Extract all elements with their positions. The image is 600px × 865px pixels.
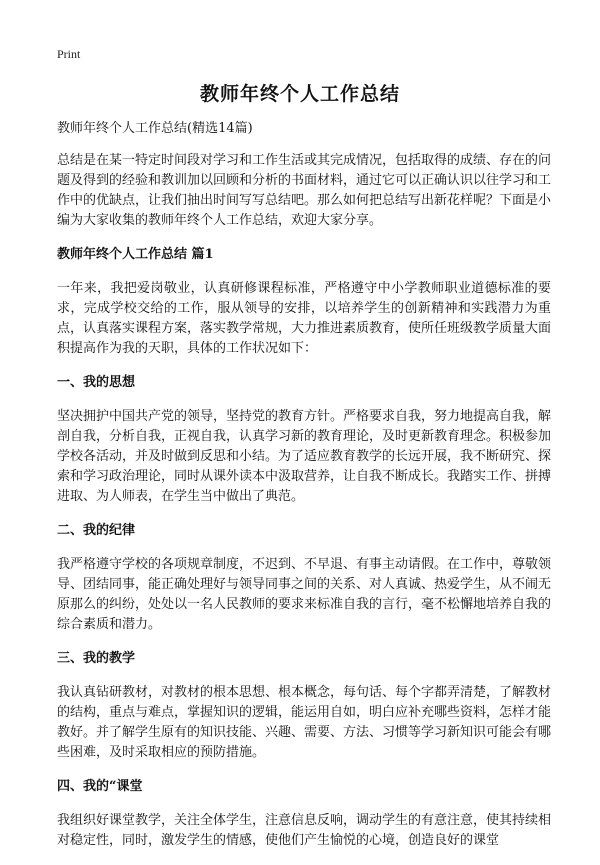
section-text-classroom: 我组织好课堂教学，关注全体学生，注意信息反响，调动学生的有意注意，使其持续相对稳定性，同时，激发学生的情感，使他们产生愉悦的心境，创造良好的课堂: [57, 813, 552, 848]
article-heading: 教师年终个人工作总结 篇1: [57, 247, 214, 262]
section-text-teaching: 我认真钻研教材，对教材的根本思想、根本概念，每句话、每个字都弄清楚，了解教材的结构，重点与难点，掌握知识的逻辑，能运用自如，明白应补充哪些资料，怎样才能教好。并了解学生原有的知识技能、兴趣、需要、方法、习惯等学习新知识可能会有哪些困难，及时采取相应的预防措施。: [57, 685, 552, 760]
article-body: [57, 119, 551, 865]
article-subtitle: 教师年终个人工作总结(精选14篇): [57, 121, 253, 136]
section-heading-thought: 一、我的思想: [57, 375, 136, 390]
print-link[interactable]: Print: [57, 47, 81, 61]
intro-paragraph: 总结是在某一特定时间段对学习和工作生活或其完成情况，包括取得的成绩、存在的问题及得到的经验和教训加以回顾和分析的书面材料，通过它可以正确认识以往学习和工作中的优缺点，让我们抽出时间写写总结吧。那么如何把总结写出新花样呢？下面是小编为大家收集的教师年终个人工作总结，欢迎大家分享。: [57, 153, 552, 228]
section-text-discipline: 我严格遵守学校的各项规章制度，不迟到、不早退、有事主动请假。在工作中，尊敬领导、团结同事，能正确处理好与领导同事之间的关系、对人真诚、热爱学生，从不闹无原那么的纠纷，处处以一名人民教师的要求来标准自我的言行，毫不松懈地培养自我的综合素质和潜力。: [57, 557, 552, 632]
section-heading-discipline: 二、我的纪律: [57, 523, 136, 538]
section-heading-teaching: 三、我的教学: [57, 651, 136, 666]
page-title: 教师年终个人工作总结: [199, 83, 400, 105]
article-intro-paragraph: 一年来，我把爱岗敬业，认真研修课程标准，严格遵守中小学教师职业道德标准的要求，完成学校交给的工作，服从领导的安排，以培养学生的创新精神和实践潜力为重点，认真落实课程方案，落实教学常规，大力推进素质教育，使所任班级教学质量大面积提高作为我的天职，具体的工作状况如下：: [57, 281, 552, 356]
section-heading-classroom: 四、我的“课堂: [57, 779, 143, 794]
section-text-thought: 坚决拥护中国共产党的领导，坚持党的教育方针。严格要求自我，努力地提高自我，解剖自我，分析自我，正视自我，认真学习新的教育理论，及时更新教育理念。积极参加学校各活动，并及时做到反思和小结。为了适应教育教学的长远开展，我不断研究、探索和学习政治理论，同时从课外读本中汲取营养，让自我不断成长。我踏实工作、拼搏进取、为人师表，在学生当中做出了典范。: [57, 409, 552, 504]
